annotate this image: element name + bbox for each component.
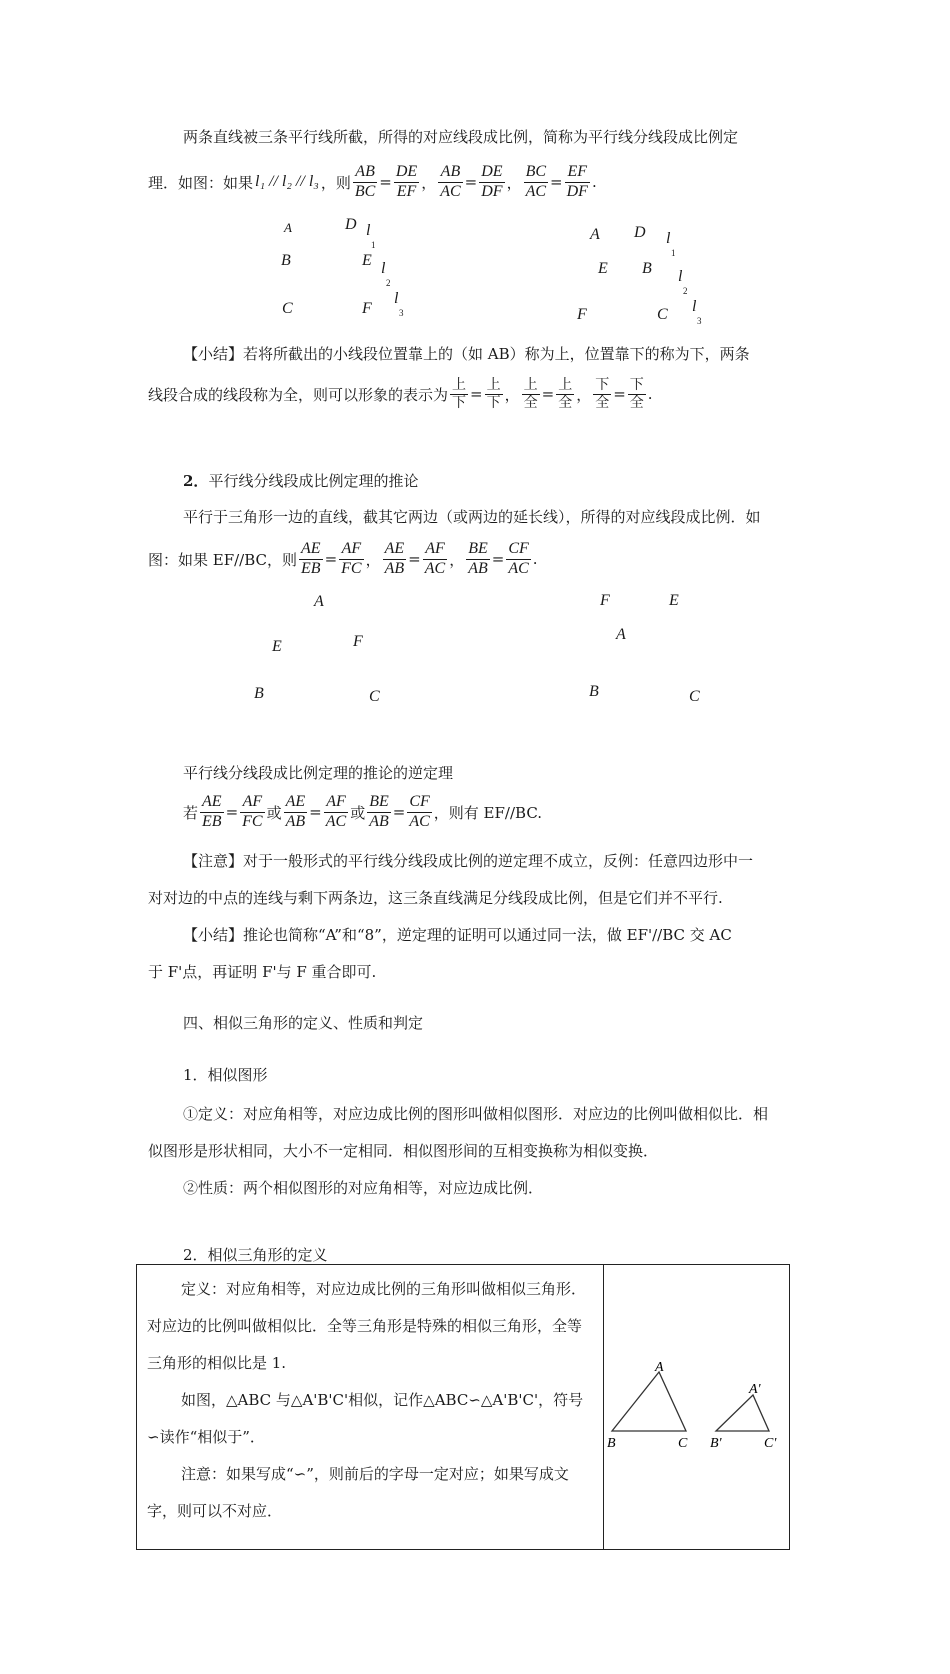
definition-paragraph: 定义：对应角相等，对应边成比例的三角形叫做相似三角形．对应边的比例叫做相似比．全等三角形是特殊的相似三角形，全等三角形的相似比是 1. (147, 1280, 587, 1372)
section-2-heading: 2．平行线分线段成比例定理的推论 (183, 472, 419, 490)
fraction-up-all: $\frac{\text{上}}{\text{全}}$ (523, 377, 538, 411)
section-4-title: 四、相似三角形的定义、性质和判定 (183, 1014, 424, 1032)
line-sub-1: 1 (671, 248, 676, 258)
point-label-c: C (282, 300, 293, 317)
vertex-label-a-prime: A' (749, 1382, 761, 1397)
similar-figure-property: ②性质：两个相似图形的对应角相等，对应边成比例． (183, 1179, 544, 1197)
similar-figure-definition-1: ①定义：对应角相等，对应边成比例的图形叫做相似图形．对应边的比例叫做相似比．相 (183, 1105, 769, 1123)
fraction-down-all: $\frac{\text{下}}{\text{全}}$ (595, 377, 610, 411)
fraction-ae-eb: $\frac{AE}{EB}$ (202, 793, 222, 830)
definition-text-cell (137, 1265, 604, 1550)
note-line-1: 【注意】对于一般形式的平行线分线段成比例的逆定理不成立，反例：任意四边形中一 (183, 852, 754, 870)
triangle-abc (612, 1372, 686, 1431)
fraction-ae-eb: $\frac{AE}{EB}$ (301, 540, 321, 577)
point-label-a: A (284, 220, 292, 235)
line-label-l1: l (666, 230, 671, 247)
point-label-b: B (281, 252, 291, 269)
summary-1-line-2: 线段合成的线段称为全，则可以形象的表示为 $\frac{\text{上}}{\text{下}}$ = $\frac{\text{上}}{\text{下}}$ ， $\frac{\text{上}}{\text{全}}$ = $\frac{\text{上}}{\text{全}}$ ， $\frac{\text{下}}{\text{全}}$ = $\frac{\text{下}}{\text{全}}$ . (148, 377, 653, 411)
point-label-e: E (669, 592, 679, 609)
subsection-1-heading: 1．相似图形 (183, 1066, 268, 1084)
fraction-ae-ab: $\frac{AE}{AB}$ (285, 793, 306, 830)
fraction-af-ac: $\frac{AF}{AC}$ (424, 540, 446, 577)
fraction-ab-bc: $\frac{AB}{BC}$ (354, 163, 376, 200)
then-text: ，则 (320, 173, 351, 192)
summary-2-line-2: 于 F'点，再证明 F'与 F 重合即可. (148, 963, 377, 981)
line-sub-3: 3 (399, 308, 404, 318)
point-label-f: F (577, 306, 587, 323)
point-label-d: D (634, 224, 646, 241)
point-label-f: F (353, 633, 363, 650)
point-label-c: C (369, 688, 380, 705)
fraction-ab-ac: $\frac{AB}{AC}$ (440, 163, 461, 200)
line-label-l3: l (394, 290, 399, 307)
triangle-figure-cell (604, 1265, 790, 1550)
point-label-b: B (254, 685, 264, 702)
point-label-d: D (345, 216, 357, 233)
caution-paragraph: 注意：如果写成“∽”，则前后的字母一定对应；如果写成文字，则可以不对应． (147, 1465, 569, 1520)
fraction-be-ab: $\frac{BE}{AB}$ (468, 540, 488, 577)
point-label-b: B (589, 683, 599, 700)
fraction-cf-ac: $\frac{CF}{AC}$ (409, 793, 430, 830)
point-label-a: A (314, 593, 324, 610)
corollary-line-2: 图：如果 EF//BC，则 $\frac{AE}{EB}$ = $\frac{AF}{FC}$ ， $\frac{AE}{AB}$ = $\frac{AF}{AC}$ ， $\frac{BE}{AB}$ = $\frac{CF}{AC}$ . (148, 540, 538, 577)
fraction-ae-ab: $\frac{AE}{AB}$ (384, 540, 405, 577)
triangle-abc-prime (716, 1395, 769, 1431)
line-sub-1: 1 (371, 240, 376, 250)
fraction-bc-ac: $\frac{BC}{AC}$ (525, 163, 547, 200)
line-sub-3: 3 (697, 316, 702, 326)
example-paragraph: 如图，△ABC 与△A'B'C'相似，记作△ABC∽△A'B'C'，符号∽读作“相似于”． (147, 1391, 584, 1446)
fraction-de-df: $\frac{DE}{DF}$ (481, 163, 503, 200)
converse-statement: 若 $\frac{AE}{EB}$ = $\frac{AF}{FC}$ 或 $\frac{AE}{AB}$ = $\frac{AF}{AC}$ 或 $\frac{BE}{AB}$ = $\frac{CF}{AC}$ ，则有 EF//BC. (183, 793, 543, 830)
note-line-2: 对对边的中点的连线与剩下两条边，这三条直线满足分线段成比例，但是它们并不平行. (148, 889, 723, 907)
definition-table (136, 1264, 790, 1550)
corollary-line-1: 平行于三角形一边的直线，截其它两边（或两边的延长线），所得的对应线段成比例．如 (183, 508, 761, 526)
point-label-c: C (689, 688, 700, 705)
fraction-up-all-2: $\frac{\text{上}}{\text{全}}$ (558, 377, 573, 411)
similar-figure-definition-2: 似图形是形状相同，大小不一定相同．相似图形间的互相变换称为相似变换． (148, 1142, 659, 1160)
point-label-b: B (642, 260, 652, 277)
point-label-f: F (362, 300, 372, 317)
fraction-af-ac: $\frac{AF}{AC}$ (325, 793, 347, 830)
fraction-af-fc: $\frac{AF}{FC}$ (341, 540, 362, 577)
converse-title: 平行线分线段成比例定理的推论的逆定理 (183, 764, 454, 782)
fraction-up-down: $\frac{\text{上}}{\text{下}}$ (452, 377, 467, 411)
theorem-line-2-prefix: 理．如图：如果 (148, 173, 254, 192)
point-label-e: E (362, 252, 372, 269)
theorem-line-1: 两条直线被三条平行线所截，所得的对应线段成比例，简称为平行线分线段成比例定 (183, 128, 739, 146)
point-label-a: A (590, 226, 600, 243)
subsection-2-heading: 2．相似三角形的定义 (183, 1246, 328, 1264)
fraction-de-ef: $\frac{DE}{EF}$ (395, 163, 418, 200)
line-label-l2: l (678, 268, 683, 285)
fraction-cf-ac: $\frac{CF}{AC}$ (508, 540, 529, 577)
fraction-af-fc: $\frac{AF}{FC}$ (242, 793, 263, 830)
vertex-label-c: C (678, 1436, 688, 1451)
theorem-line-2: 理．如图：如果 l₁ // l₂ // l₃ ，则 $\frac{AB}{BC}$ = $\frac{DE}{EF}$ ， $\frac{AB}{AC}$ = $\frac{DE}{DF}$ ， $\frac{BC}{AC}$ = $\frac{EF}{DF}$ . (148, 163, 597, 200)
parallel-condition: l₁ // l₂ // l₃ (255, 173, 319, 190)
point-label-c: C (657, 306, 668, 323)
line-sub-2: 2 (683, 286, 688, 296)
vertex-label-c-prime: C' (764, 1436, 777, 1451)
point-label-a: A (616, 626, 626, 643)
summary-2-line-1: 【小结】推论也简称“A”和“8”，逆定理的证明可以通过同一法，做 EF'//BC 交 AC (183, 926, 732, 944)
line-sub-2: 2 (386, 278, 391, 288)
vertex-label-b: B (607, 1436, 616, 1451)
point-label-e: E (598, 260, 608, 277)
line-label-l1: l (366, 222, 371, 239)
similar-triangles-figure (604, 1265, 789, 1545)
fraction-be-ab: $\frac{BE}{AB}$ (369, 793, 389, 830)
fraction-up-down-2: $\frac{\text{上}}{\text{下}}$ (486, 377, 501, 411)
vertex-label-b-prime: B' (710, 1436, 722, 1451)
fraction-ef-df: $\frac{EF}{DF}$ (566, 163, 588, 200)
line-label-l3: l (692, 298, 697, 315)
vertex-label-a: A (655, 1360, 664, 1375)
fraction-down-all-2: $\frac{\text{下}}{\text{全}}$ (629, 377, 644, 411)
point-label-f: F (600, 592, 610, 609)
point-label-e: E (272, 638, 282, 655)
line-label-l2: l (381, 260, 386, 277)
summary-1-line-1: 【小结】若将所截出的小线段位置靠上的（如 AB）称为上，位置靠下的称为下，两条 (183, 345, 750, 363)
